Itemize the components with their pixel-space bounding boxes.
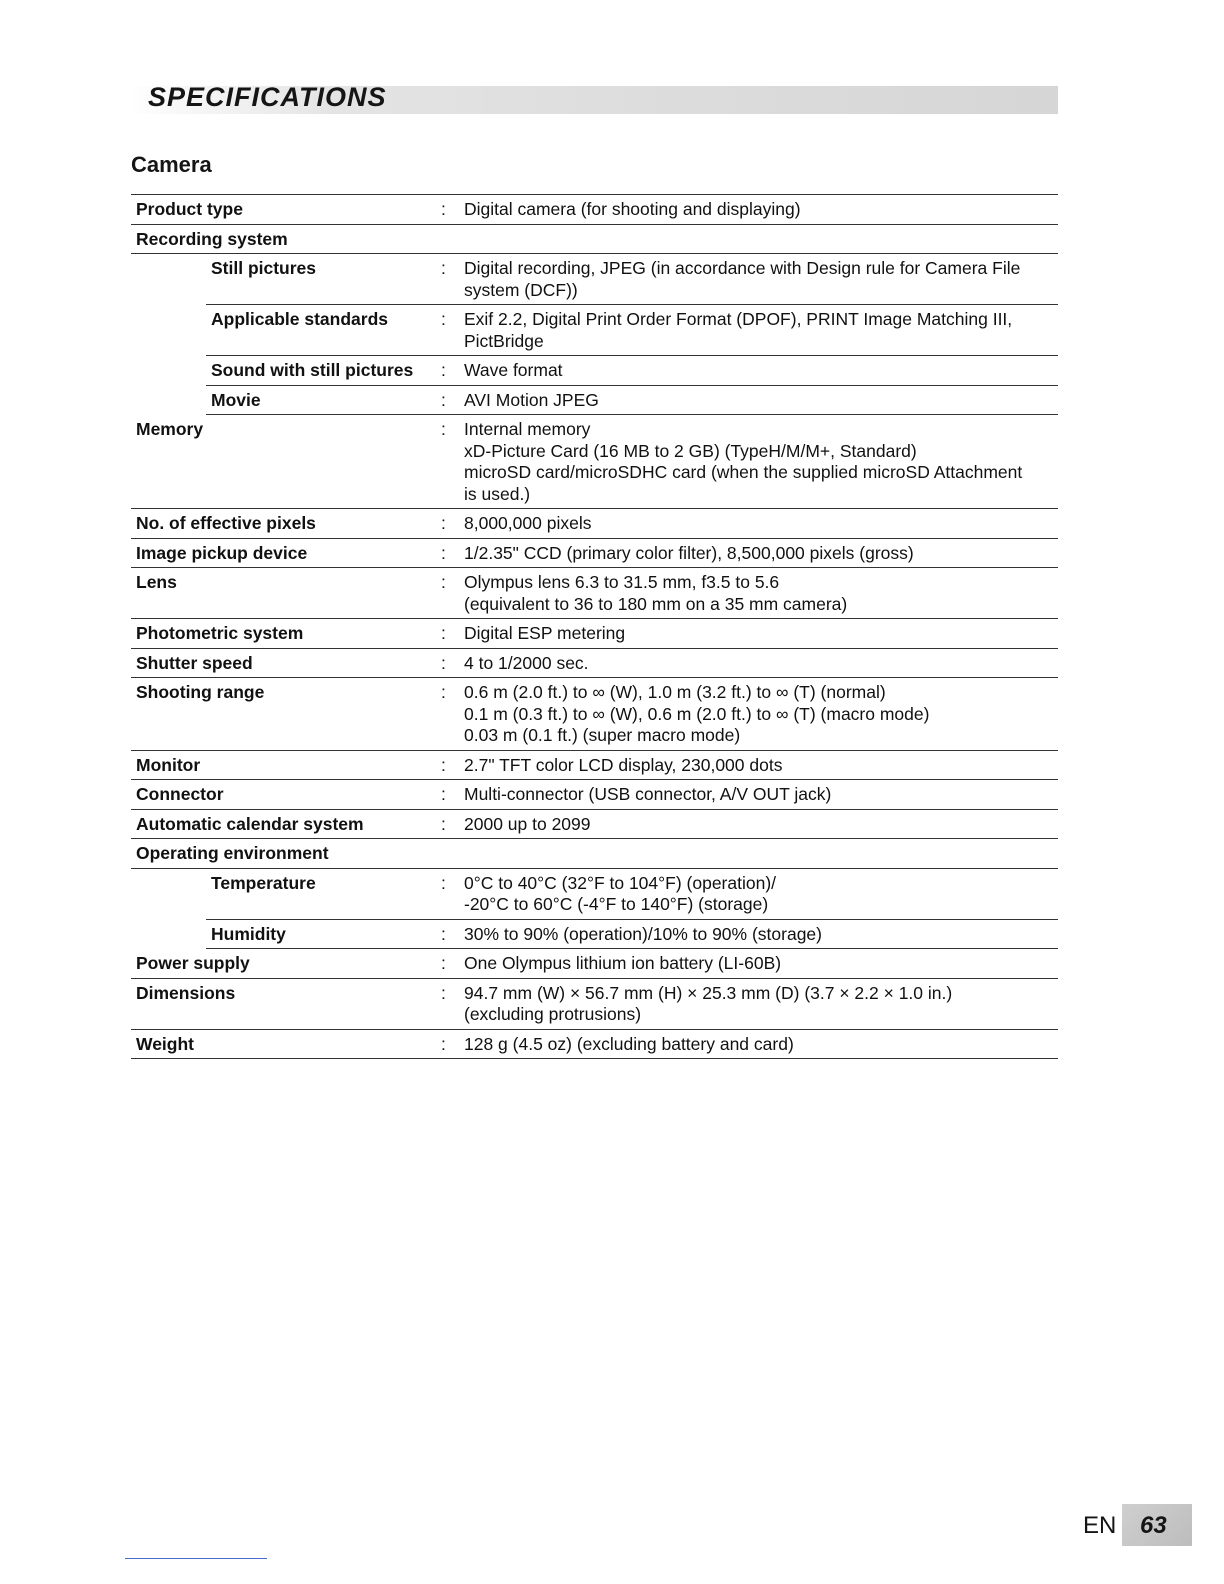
spec-label: Humidity xyxy=(211,923,286,944)
spec-row-recording-system xyxy=(131,225,1058,255)
spec-row-effective-pixels xyxy=(131,509,1058,539)
colon: : xyxy=(441,754,446,775)
spec-label: Photometric system xyxy=(136,623,304,643)
spec-label: Shooting range xyxy=(136,682,265,702)
page-number: 63 xyxy=(1140,1512,1167,1539)
spec-row-temperature xyxy=(206,869,1058,920)
spec-label: Movie xyxy=(211,389,261,410)
spec-value: One Olympus lithium ion battery (LI-60B) xyxy=(464,953,782,973)
spec-label: Product type xyxy=(136,199,243,219)
spec-row-weight xyxy=(131,1030,1058,1060)
colon: : xyxy=(441,1033,446,1054)
spec-label: Recording system xyxy=(136,228,288,249)
section-title: Camera xyxy=(131,152,212,177)
spec-row-photometric xyxy=(131,619,1058,649)
spec-label: Automatic calendar system xyxy=(136,813,364,834)
colon: : xyxy=(441,389,446,410)
footer-language: EN xyxy=(1083,1512,1117,1539)
colon: : xyxy=(441,923,446,944)
spec-row-operating-environment xyxy=(131,839,1058,869)
spec-row-sound xyxy=(206,356,1058,386)
spec-row-applicable-standards xyxy=(206,305,1058,356)
spec-label: Monitor xyxy=(136,754,201,775)
spec-value: 2.7" TFT color LCD display, 230,000 dots xyxy=(464,754,783,775)
colon: : xyxy=(441,953,446,973)
spec-label: Connector xyxy=(136,784,224,804)
spec-value: 0.6 m (2.0 ft.) to ∞ (W), 1.0 m (3.2 ft.) to ∞ (T) (normal) 0.1 m (0.3 ft.) to ∞ (W), 0.6 m (2.0 ft.) to ∞ (T) (macro mode) 0.03 m (0.1 ft.) (super macro mode) xyxy=(464,682,930,745)
colon: : xyxy=(441,360,446,380)
colon: : xyxy=(441,199,446,219)
colon: : xyxy=(441,572,446,592)
spec-row-shutter-speed xyxy=(131,649,1058,679)
colon: : xyxy=(441,258,446,278)
spec-value: Digital camera (for shooting and displaying) xyxy=(464,199,801,219)
spec-row-product-type xyxy=(131,195,1058,225)
spec-row-monitor xyxy=(131,751,1058,781)
spec-label: Lens xyxy=(136,572,177,592)
spec-label: No. of effective pixels xyxy=(136,513,316,533)
colon: : xyxy=(441,513,446,533)
spec-label: Sound with still pictures xyxy=(211,360,414,380)
spec-value: Olympus lens 6.3 to 31.5 mm, f3.5 to 5.6 (equivalent to 36 to 180 mm on a 35 mm camera) xyxy=(464,572,848,614)
spec-value: 30% to 90% (operation)/10% to 90% (storage) xyxy=(464,923,822,944)
spec-row-memory xyxy=(131,415,1058,509)
spec-value: 0°C to 40°C (32°F to 104°F) (operation)/ -20°C to 60°C (-4°F to 140°F) (storage) xyxy=(464,872,777,914)
spec-value: 4 to 1/2000 sec. xyxy=(464,652,589,673)
spec-value: Internal memory xD-Picture Card (16 MB to 2 GB) (TypeH/M/M+, Standard) microSD card/microSDHC card (when the supplied microSD Attachment is used.) xyxy=(464,419,1023,504)
spec-row-movie xyxy=(206,386,1058,416)
spec-value: 94.7 mm (W) × 56.7 mm (H) × 25.3 mm (D) (3.7 × 2.2 × 1.0 in.) (excluding protrusions) xyxy=(464,982,953,1024)
colon: : xyxy=(441,982,446,1003)
footer-line xyxy=(125,1558,267,1559)
spec-label: Memory xyxy=(136,419,204,439)
colon: : xyxy=(441,419,446,439)
spec-row-dimensions xyxy=(131,979,1058,1030)
colon: : xyxy=(441,623,446,643)
colon: : xyxy=(441,784,446,804)
spec-row-power-supply xyxy=(131,949,1058,979)
spec-value: AVI Motion JPEG xyxy=(464,389,599,410)
spec-value: 2000 up to 2099 xyxy=(464,813,591,834)
colon: : xyxy=(441,872,446,893)
spec-label: Applicable standards xyxy=(211,309,388,329)
page-title: SPECIFICATIONS xyxy=(148,82,387,112)
spec-value: Exif 2.2, Digital Print Order Format (DPOF), PRINT Image Matching III, PictBridge xyxy=(464,309,1013,351)
spec-value: Digital recording, JPEG (in accordance with Design rule for Camera File system (DCF)) xyxy=(464,258,1021,300)
colon: : xyxy=(441,813,446,834)
spec-value: 8,000,000 pixels xyxy=(464,513,592,533)
spec-label: Image pickup device xyxy=(136,542,308,563)
spec-value: Multi-connector (USB connector, A/V OUT jack) xyxy=(464,784,832,804)
spec-row-humidity xyxy=(206,920,1058,950)
spec-row-still-pictures xyxy=(206,254,1058,305)
spec-label: Shutter speed xyxy=(136,652,253,673)
spec-label: Still pictures xyxy=(211,258,317,278)
spec-label: Power supply xyxy=(136,953,250,973)
colon: : xyxy=(441,309,446,329)
spec-value: Wave format xyxy=(464,360,563,380)
spec-row-lens xyxy=(131,568,1058,619)
spec-row-shooting-range xyxy=(131,678,1058,751)
spec-row-connector xyxy=(131,780,1058,810)
spec-row-image-pickup xyxy=(131,539,1058,569)
spec-value: 1/2.35" CCD (primary color filter), 8,500,000 pixels (gross) xyxy=(464,542,914,563)
colon: : xyxy=(441,542,446,563)
spec-label: Operating environment xyxy=(136,843,329,863)
spec-row-calendar xyxy=(131,810,1058,840)
spec-label: Dimensions xyxy=(136,982,236,1003)
spec-table xyxy=(131,194,1058,1059)
spec-value: Digital ESP metering xyxy=(464,623,626,643)
spec-label: Weight xyxy=(136,1033,195,1054)
spec-label: Temperature xyxy=(211,872,316,893)
spec-value: 128 g (4.5 oz) (excluding battery and card) xyxy=(464,1033,794,1054)
colon: : xyxy=(441,682,446,702)
colon: : xyxy=(441,652,446,673)
